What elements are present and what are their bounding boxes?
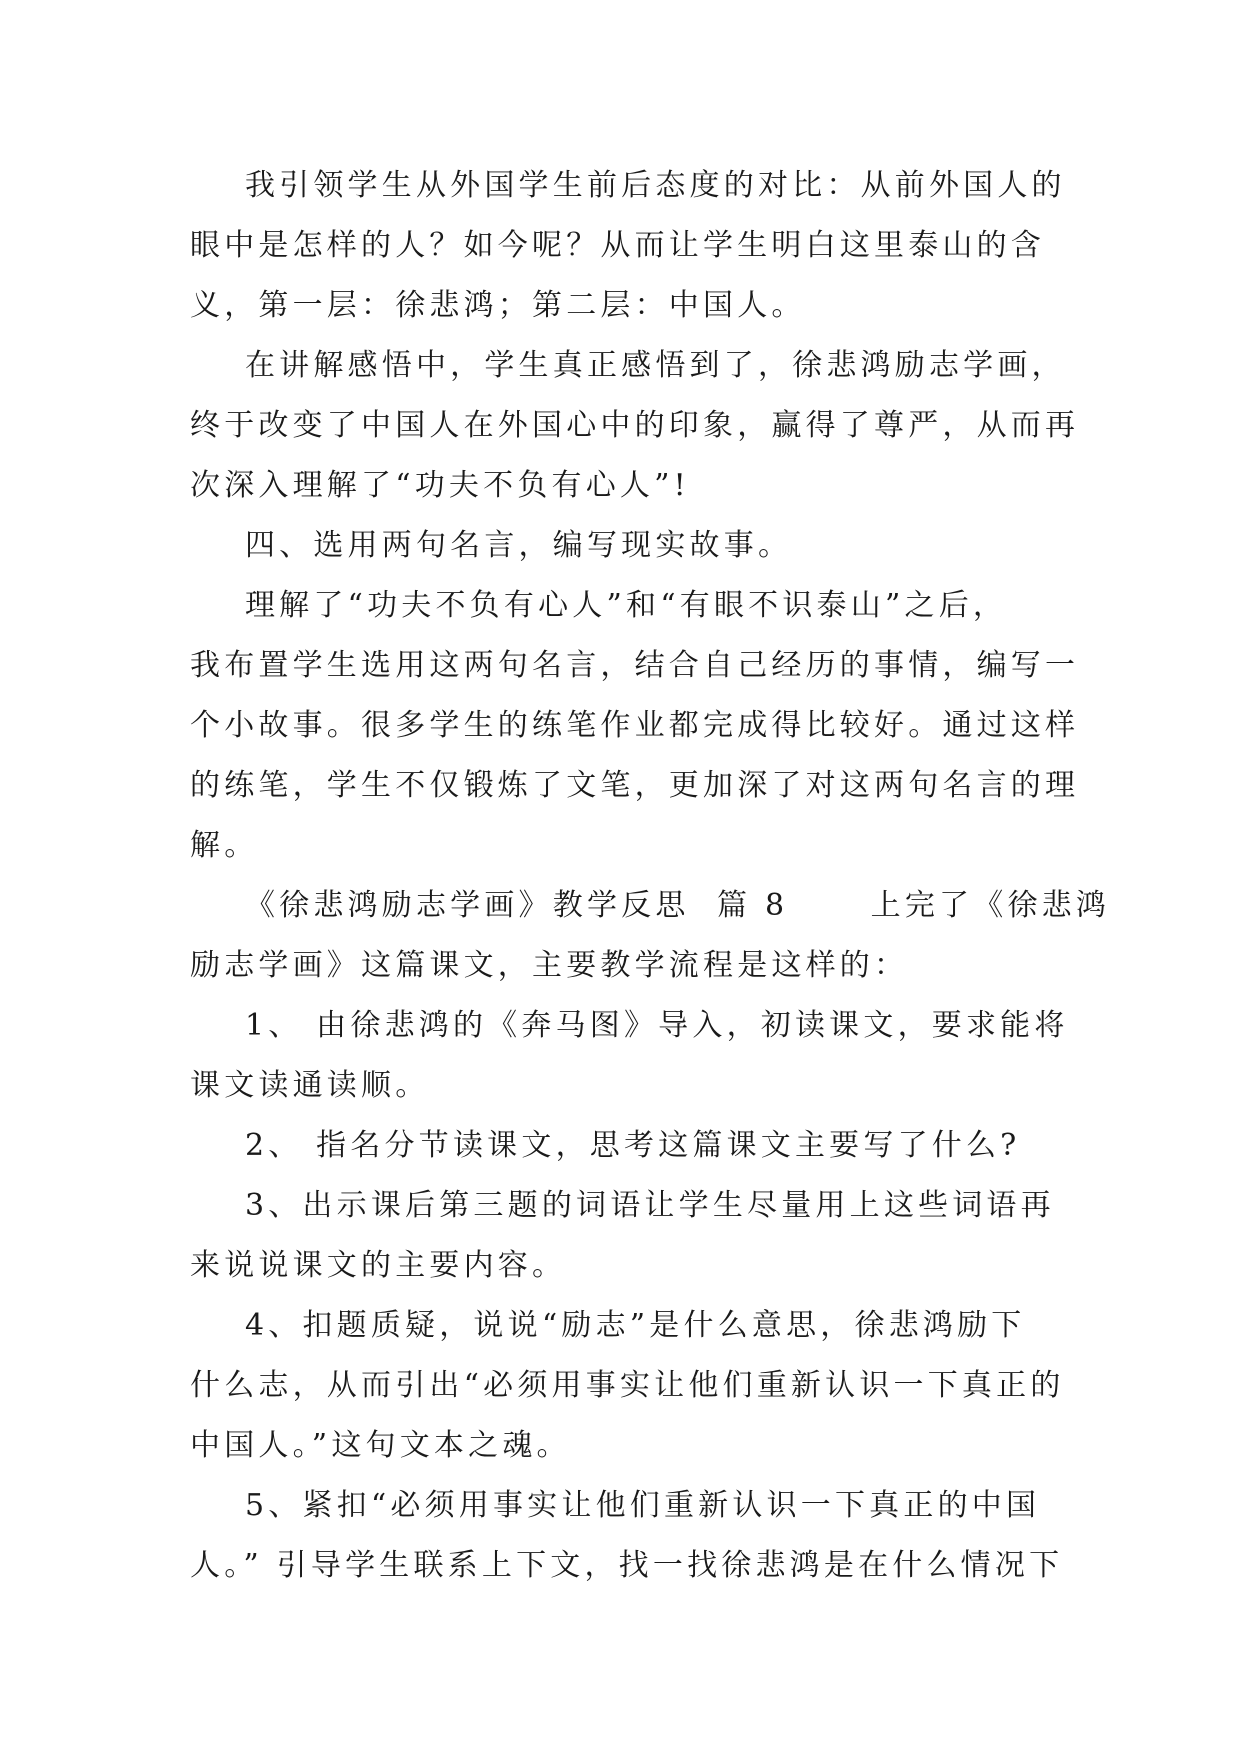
text-line: 我引领学生从外国学生前后态度的对比：从前外国人的 [190,168,1066,203]
text-line: 我布置学生选用这两句名言，结合自己经历的事情，编写一 [190,648,1080,683]
text-line: 课文读通读顺。 [190,1068,430,1103]
text-line: 的练笔，学生不仅锻炼了文笔，更加深了对这两句名言的理 [190,768,1080,803]
text-line: 个小故事。很多学生的练笔作业都完成得比较好。通过这样 [190,708,1080,743]
text-line: 四、选用两句名言，编写现实故事。 [190,528,793,563]
text-line: 理解了“功夫不负有心人”和“有眼不识泰山”之后， [190,588,1008,623]
text-line: 义，第一层：徐悲鸿；第二层：中国人。 [190,288,806,323]
text-line: 终于改变了中国人在外国心中的印象，赢得了尊严，从而再 [190,408,1080,443]
text-line: 人。” 引导学生联系上下文，找一找徐悲鸿是在什么情况下 [190,1548,1064,1583]
text-line: 4、扣题质疑，说说“励志”是什么意思，徐悲鸿励下 [190,1308,1026,1343]
text-line: 什么志，从而引出“必须用事实让他们重新认识一下真正的 [190,1368,1065,1403]
text-line: 来说说课文的主要内容。 [190,1248,567,1283]
document-body [190,156,1111,1596]
text-line: 次深入理解了“功夫不负有心人”! [190,468,690,503]
text-line: 3、出示课后第三题的词语让学生尽量用上这些词语再 [190,1188,1055,1223]
text-line: 中国人。”这句文本之魂。 [190,1428,571,1463]
text-line: 1、 由徐悲鸿的《奔马图》导入，初读课文，要求能将 [190,1008,1069,1043]
text-line: 解。 [190,828,259,863]
text-line: 2、 指名分节读课文，思考这篇课文主要写了什么? [190,1128,1021,1163]
text-line: 在讲解感悟中，学生真正感悟到了，徐悲鸿励志学画， [190,348,1066,383]
text-line: 眼中是怎样的人？如今呢？从而让学生明白这里泰山的含 [190,228,1045,263]
text-line: 励志学画》这篇课文，主要教学流程是这样的： [190,948,909,983]
text-line: 5、紧扣“必须用事实让他们重新认识一下真正的中国 [190,1488,1041,1523]
text-line: 《徐悲鸿励志学画》教学反思 篇 8 上完了《徐悲鸿 [190,888,1111,923]
